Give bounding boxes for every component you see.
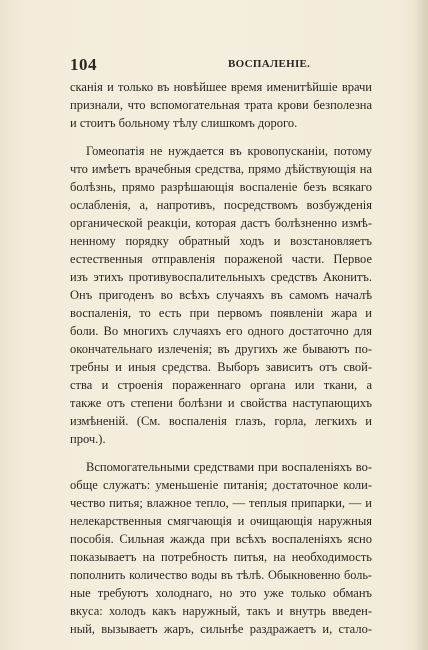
text-line: обще служатъ: уменьшеніе питанія; достаточное коли- (70, 478, 372, 492)
text-line: сканія и только въ новѣйшее время именитѣйшіе врачи (70, 80, 372, 94)
paragraph-2 (70, 142, 372, 448)
paragraph-3 (70, 458, 372, 638)
text-line: органической реакціи, которая дастъ болѣзненно измѣ- (70, 216, 372, 230)
text-line: боли. Во многихъ случаяхъ его одного достаточно для (70, 324, 372, 338)
text-line: Онъ пригоденъ во всѣхъ случаяхъ въ самомъ началѣ (70, 288, 372, 302)
paragraph-1 (70, 78, 372, 132)
text-line: также отъ степени болѣзни и свойства наступающихъ (70, 396, 372, 410)
text-line: воспаленія, то есть при первомъ появленіи жара и (70, 306, 372, 320)
text-line: требны и иныя средства. Выборъ зависитъ отъ свой- (70, 360, 372, 374)
text-line: измѣненій. (См. воспаленія глазъ, горла, легкихъ и (70, 414, 372, 428)
text-line: изъ этихъ противувоспалительныхъ средствъ Аконитъ. (70, 270, 372, 284)
text-line: естественныя отправленія пораженой части. Первое (70, 252, 372, 266)
text-line: нелекарственныя смягчающія и очищающія наружныя (70, 514, 372, 528)
text-line: показываетъ на потребность питья, на необходимость (70, 550, 372, 564)
running-title: ВОСПАЛЕНІЕ. (228, 58, 311, 70)
text-line: проч.). (70, 432, 106, 446)
page-edge-shadow (414, 0, 428, 650)
text-line: что имѣетъ врачебныя средства, прямо дѣйствующія на (70, 162, 372, 176)
text-line: Вспомогательными средствами при воспаленіяхъ во- (86, 460, 372, 474)
text-line: пособія. Сильная жажда при всѣхъ воспаленіяхъ ясно (70, 532, 372, 546)
text-line: вкуса: холодъ какъ наружный, такъ и внутрь введен- (70, 604, 372, 618)
text-line: чество питья; влажное тепло, — теплыя припарки, — и (70, 496, 372, 510)
text-line: ные требуютъ холоднаго, но это уже только обманъ (70, 586, 372, 600)
text-line: болѣзнь, прямо разрѣшающія воспаленіе безъ всякаго (70, 180, 372, 194)
body-text (70, 78, 372, 638)
text-line: Гомеопатія не нуждается въ кровопусканіи, потому (86, 144, 372, 158)
text-line: ный, вызываетъ жаръ, сильнѣе раздражаетъ и, стало- (70, 622, 372, 636)
text-line: ослабленія, а, напротивъ, посредствомъ возбужденія (70, 198, 372, 212)
text-line: и стоитъ больному тѣлу слишкомъ дорого. (70, 116, 298, 130)
running-head (70, 55, 370, 75)
page-number: 104 (70, 55, 97, 74)
text-line: окончательнаго излеченія; въ другихъ же бываютъ по- (70, 342, 372, 356)
text-line: пополнить количество воды въ тѣлѣ. Обыкновенно боль- (70, 568, 372, 582)
text-line: ства и строенія пораженнаго органа или ткани, а (70, 378, 372, 392)
text-line: ненному порядку обратный ходъ и возстановляетъ (70, 234, 372, 248)
text-line: признали, что вспомогательная трата крови безполезна (70, 98, 372, 112)
